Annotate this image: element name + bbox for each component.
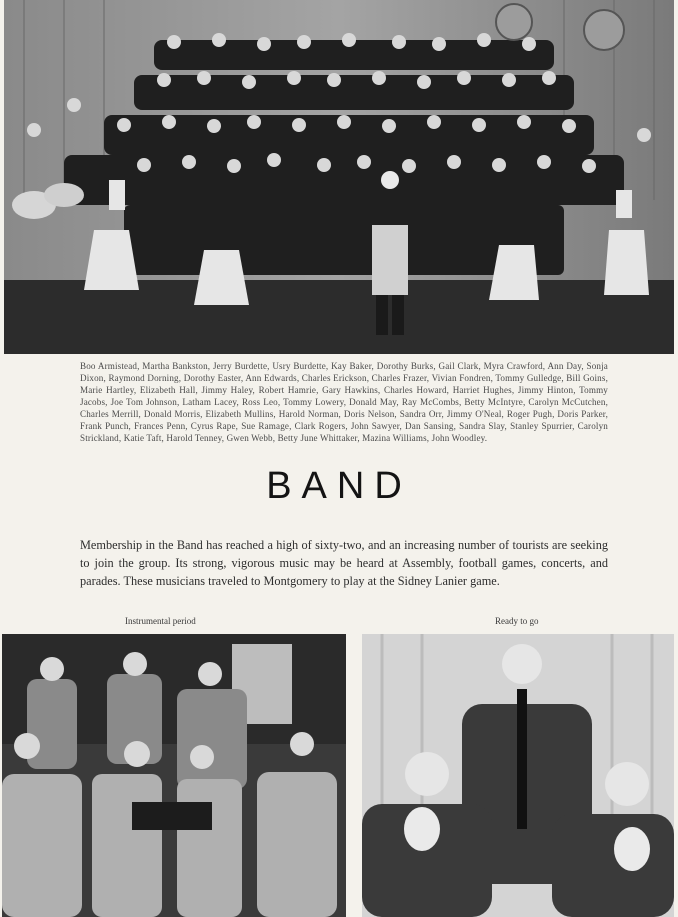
caption-ready-to-go: Ready to go — [495, 616, 539, 626]
band-group-photo — [4, 0, 674, 354]
page-title: BAND — [266, 465, 412, 507]
section-description: Membership in the Band has reached a high of sixty-two, and an increasing number of tourists are seeking to join the group. Its strong, vigorous music may be heard at Assembly, football games, concerts, and parades. These musicians traveled to Montgomery to play at the Sidney Lanier game. — [80, 538, 608, 588]
ready-to-go-photo — [362, 634, 674, 917]
caption-instrumental-period: Instrumental period — [125, 616, 196, 626]
instrumental-period-photo — [2, 634, 346, 917]
member-names-list: Boo Armistead, Martha Bankston, Jerry Burdette, Usry Burdette, Kay Baker, Dorothy Burks, Gail Clark, Myra Crawford, Ann Day, Sonja Dixon, Raymond Dorning, Dorothy Easter, Ann Edwards, Charles Erickson, Charles Frazer, Vivian Fondren, Tommy Gulledge, Bill Goins, Marie Hartley, Elizabeth Hall, Jimmy Haley, Robert Hamrie, Gary Hawkins, Charles Howard, Harriet Hughes, Jimmy Hinton, Tommy Jacobs, Joe Tom Johnson, Latham Lacey, Ross Leo, Tommy Lowery, Donald May, Ray McCombs, Betty McIntyre, Carolyn McCutchen, Charles Merrill, Donald Morris, Elizabeth Mullins, Harold Norman, Doris Nelson, Sandra Orr, Jimmy O'Neal, Roger Pugh, Doris Parker, Frank Punch, Frances Penn, Cyrus Rape, Sue Ramage, Clark Rogers, John Sawyer, Dan Sansing, Sandra Slay, Stanley Spurrier, Carolyn Strickland, Katie Taft, Harold Tenney, Gwen Webb, Betty June Whittaker, Mazina Williams, John Woodley. — [80, 361, 608, 443]
